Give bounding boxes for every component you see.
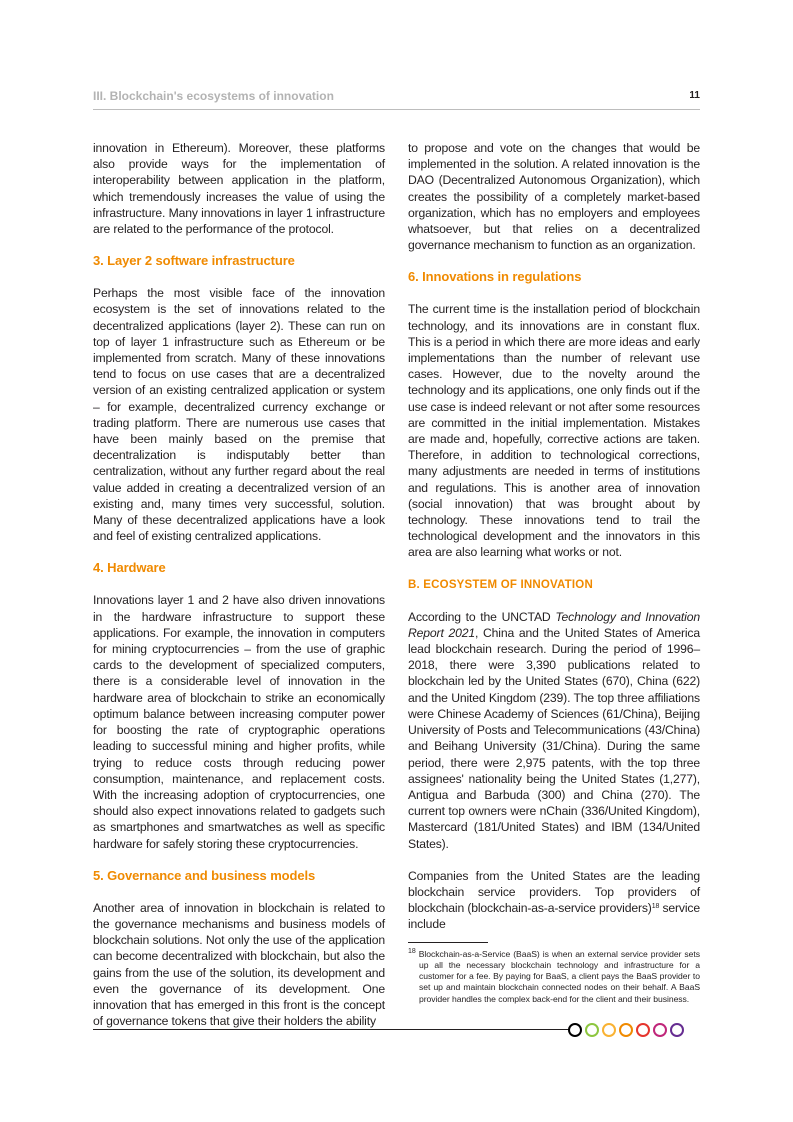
heading-ecosystem: B. ECOSYSTEM OF INNOVATION [408,578,593,591]
footnote-text: Blockchain-as-a-Service (BaaS) is when an external service provider sets up all the necessary blockchain technology and infrastructure for a customer for a fee. By paying for BaaS, a client pays the BaaS provider to set up and maintain blockchain connected nodes on their behalf. A BaaS provider handles the complex back-end for the client and their business. [418,948,700,1004]
footer-rule [93,1029,569,1030]
dao-paragraph: to propose and vote on the changes that would be implemented in the solution. A related innovation is the DAO (Decentralized Autonomous Organization), which creates the possibility of a completely market-based organization, which has no employers and employees whatsoever, but that relies on a decentralized governance mechanism to function as an organization. [408,141,700,253]
footnote-number: 18 [408,947,416,955]
page-number: 11 [689,90,700,101]
footer-circle-icon [636,1023,650,1037]
intro-paragraph: innovation in Ethereum). Moreover, these platforms also provide ways for the implementation of interoperability between application in the platform, which tremendously increases the value of using the infrastructure. Many innovations in layer 1 infrastructure are related to the performance of the protocol. [93,141,385,237]
running-header [93,89,700,103]
layer2-paragraph: Perhaps the most visible face of the innovation ecosystem is the set of innovations related to the decentralized applications (layer 2). These can run on top of layer 1 infrastructure such as Ethereum or be implemented from scratch. Many of these innovations tend to focus on use cases that are a decentralized version of an existing centralized application or system – for example, decentralized currency exchange or trading platform. There are numerous use cases that have been mainly based on the premise that decentralization is indisputably better than centralization, without any further regard about the real value added in creating a decentralized version of an existing and, many times very successful, solution. Many of these decentralized applications have a look and feel of existing centralized applications. [93,286,385,544]
footer-circle-icon [619,1023,633,1037]
heading-hardware: 4. Hardware [93,560,166,576]
running-title: III. Blockchain's ecosystems of innovation [93,89,334,103]
footer-circle-icon [602,1023,616,1037]
heading-layer2: 3. Layer 2 software infrastructure [93,253,295,269]
footer-circle-icon [585,1023,599,1037]
governance-paragraph: Another area of innovation in blockchain is related to the governance mechanisms and business models of blockchain solutions. Not only the use of the application can become decentralized with blockchain, but also the gains from the use of the solution, its development and even the governance of its development. One innovation that has emerged in this front is the concept of governance tokens that give their holders the ability [93,900,385,1029]
footer-circle-icon [670,1023,684,1037]
footnote-divider [408,942,488,943]
footer-circle-decoration [568,1023,684,1037]
companies-paragraph [408,868,700,933]
heading-governance: 5. Governance and business models [93,867,316,883]
right-column [408,140,700,1005]
footnote-18 [408,949,700,1005]
companies-text-b: service include [408,901,701,932]
unctad-lead: According to the UNCTAD [408,609,556,624]
left-column [93,140,385,1029]
regulations-paragraph: The current time is the installation period of blockchain technology, and its innovations are in constant flux. This is a period in which there are more ideas and early implementations than the number of relevant use cases. However, due to the novelty around the technology and its applications, one only finds out if the use case is indeed relevant or not after some resources are committed in the initial implementation. Mistakes are made and, hopefully, corrective actions are taken. Therefore, in addition to technological corrections, many adjustments are needed in terms of institutions and regulations. This is another area of innovation (social innovation) that was brought about by technology. These innovations tend to trail the technological development and the innovators in this area are also learning what works or not. [408,302,700,560]
hardware-paragraph: Innovations layer 1 and 2 have also driven innovations in the hardware infrastructure to support these applications. For example, the innovation in computers for mining cryptocurrencies – from the use of graphic cards to the development of specialized computers, there is a considerable level of innovation in the hardware area of blockchain to strike an economically optimum balance between increasing computer power for boosting the rate of cryptographic operations leading to successful mining and higher profits, while trying to reduce costs through reducing power consumption, maintenance, and replacement costs. With the increasing adoption of cryptocurrencies, one should also expect innovations related to gadgets such as smartphones and smartwatches as well as specific hardware for safely storing these cryptocurrencies. [93,593,385,851]
footnote-reference[interactable]: 18 [651,903,660,911]
unctad-paragraph [408,609,700,852]
footer-circle-icon [568,1023,582,1037]
header-divider [93,109,700,110]
report-title: Technology and Innovation Report 2021 [408,609,700,640]
footer-circle-icon [653,1023,667,1037]
heading-regulations: 6. Innovations in regulations [408,269,582,285]
companies-text-a: Companies from the United States are the leading blockchain service providers. Top providers of blockchain (blockchain-as-a-service providers) [408,868,700,916]
unctad-rest: , China and the United States of America lead blockchain research. During the period of 1996–2018, there were 3,390 publications related to blockchain led by the United States (670), China (622) and the United Kingdom (239). The top three affiliations were Chinese Academy of Sciences (61/China), Beijing University of Posts and Telecommunications (43/China) and Beihang University (31/China). During the same period, there were 2,975 patents, with the top three assignees' nationality being the United States (1,277), Antigua and Barbuda (300) and China (270). The current top owners were nChain (336/United Kingdom), Mastercard (181/United States) and IBM (134/United States). [408,625,700,851]
